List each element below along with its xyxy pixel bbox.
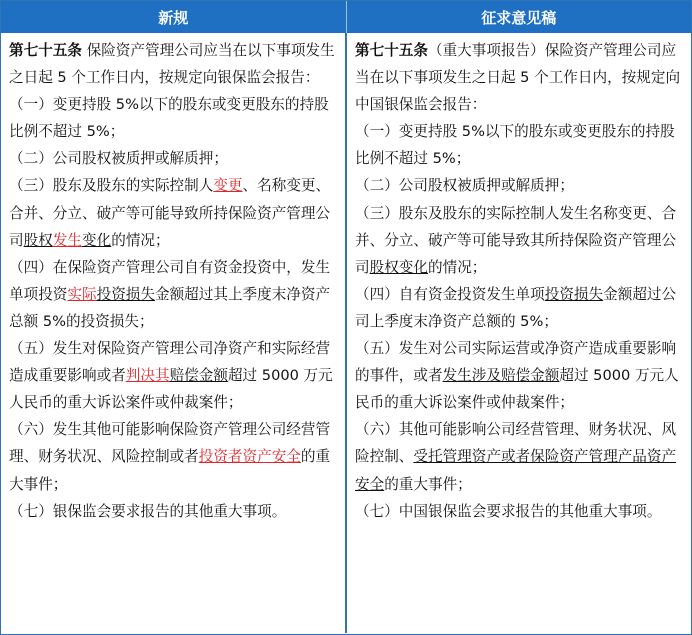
right-item-1: （一）变更持股 5%以下的股东或变更股东的持股比例不超过 5%；	[355, 123, 675, 168]
left-item-1: （一）变更持股 5%以下的股东或变更股东的持股比例不超过 5%；	[9, 96, 329, 141]
left-item-7: （七）银保监会要求报告的其他重大事项。	[9, 502, 287, 520]
left-item-3-text-a: （三）股东及股东的实际控制人	[9, 177, 214, 195]
right-item-4-text-b: 金额超过公司上季度末净资产总额的 5%；	[355, 285, 677, 330]
comparison-table	[1, 1, 691, 633]
left-item-4	[9, 254, 339, 335]
left-item-3-text-b: 、名称变更、合并、分立、破产等可能导致所持保险资产管理公司	[9, 177, 331, 249]
left-item-5	[9, 335, 339, 416]
left-item-4-text-a: （四）在保险资产管理公司自有资金投资中，发生单项投资	[9, 258, 331, 303]
right-item-2: （二）公司股权被质押或解质押；	[355, 177, 574, 195]
right-item-6-text-b: 的重大事件；	[384, 475, 472, 493]
left-item-6-text-a: （六）发生其他可能影响保险资产管理公司经营管理、财务状况、风险控制或者	[9, 421, 331, 466]
header-draft: 征求意见稿	[346, 1, 691, 33]
left-item-3-occur-highlight: 发生	[52, 231, 83, 249]
right-item-7: （七）中国银保监会要求报告的其他重大事项。	[355, 502, 662, 520]
left-item-5-judgment-highlight: 判决其	[125, 367, 170, 385]
left-item-5-text-b: 超过 5000 万元人民币的重大诉讼案件或仲裁案件；	[9, 367, 333, 412]
left-item-4-actual-highlight: 实际	[67, 285, 97, 303]
left-item-3-text-c: 的情况；	[111, 231, 170, 249]
left-article-number: 第七十五条	[9, 42, 82, 59]
header-row	[1, 1, 691, 33]
right-item-3-equity-underline: 股权变化	[369, 258, 428, 276]
right-column	[346, 33, 691, 633]
right-item-6	[355, 416, 685, 497]
left-item-6-investor-highlight: 投资者资产安全	[198, 448, 301, 466]
left-intro-text: 保险资产管理公司应当在以下事项发生之日起 5 个工作日内，按规定向银保监会报告：	[9, 42, 335, 87]
left-item-4-loss-underline: 投资损失	[96, 285, 155, 303]
right-item-3	[355, 200, 685, 281]
left-item-3-change-highlight: 变更	[213, 177, 243, 195]
right-item-3-text-b: 的情况；	[428, 258, 487, 276]
left-item-2: （二）公司股权被质押或解质押；	[9, 150, 228, 168]
right-item-5-text-a: （五）发生对公司实际运营或净资产造成重要影响的事件，或者	[355, 340, 677, 385]
right-intro-text: （重大事项报告）保险资产管理公司应当在以下事项发生之日起 5 个工作日内，按规定向中国银保监会报告：	[355, 42, 681, 114]
content-row	[1, 33, 691, 633]
left-item-3-change-underline: 变化	[82, 231, 112, 249]
right-item-4-loss-underline: 投资损失	[544, 285, 604, 303]
right-item-5-text-b: 超过 5000 万元人民币的重大诉讼案件或仲裁案件；	[355, 367, 679, 412]
left-item-3	[9, 172, 339, 253]
left-item-5-text-a: （五）发生对保险资产管理公司净资产和实际经营造成重要影响或者	[9, 340, 331, 385]
right-item-5-amount-underline: 发生涉及赔偿金额	[442, 367, 560, 385]
right-article-number: 第七十五条	[355, 42, 428, 59]
left-column	[1, 33, 346, 633]
right-item-6-text-a: （六）其他可能影响公司经营管理、财务状况、风险控制、	[355, 421, 677, 466]
right-item-3-text-a: （三）股东及股东的实际控制人发生名称变更、合并、分立、破产等可能导致其所持保险资产管理公司	[355, 204, 677, 276]
right-item-5	[355, 335, 685, 416]
right-intro	[355, 37, 685, 118]
left-item-6	[9, 416, 339, 497]
right-item-4-text-a: （四）自有资金投资发生单项	[355, 285, 545, 303]
left-item-5-amount-underline: 赔偿金额	[169, 367, 228, 385]
left-item-3-equity-underline: 股权	[23, 231, 53, 249]
right-item-4	[355, 281, 685, 335]
left-item-6-text-b: 的重大事件；	[9, 448, 331, 493]
left-intro	[9, 37, 339, 91]
right-item-6-assets-underline: 受托管理资产或者保险资产管理产品资产安全	[355, 448, 677, 493]
left-item-4-text-b: 金额超过其上季度末净资产总额 5%的投资损失；	[9, 285, 331, 330]
header-new-rules: 新规	[1, 1, 346, 33]
